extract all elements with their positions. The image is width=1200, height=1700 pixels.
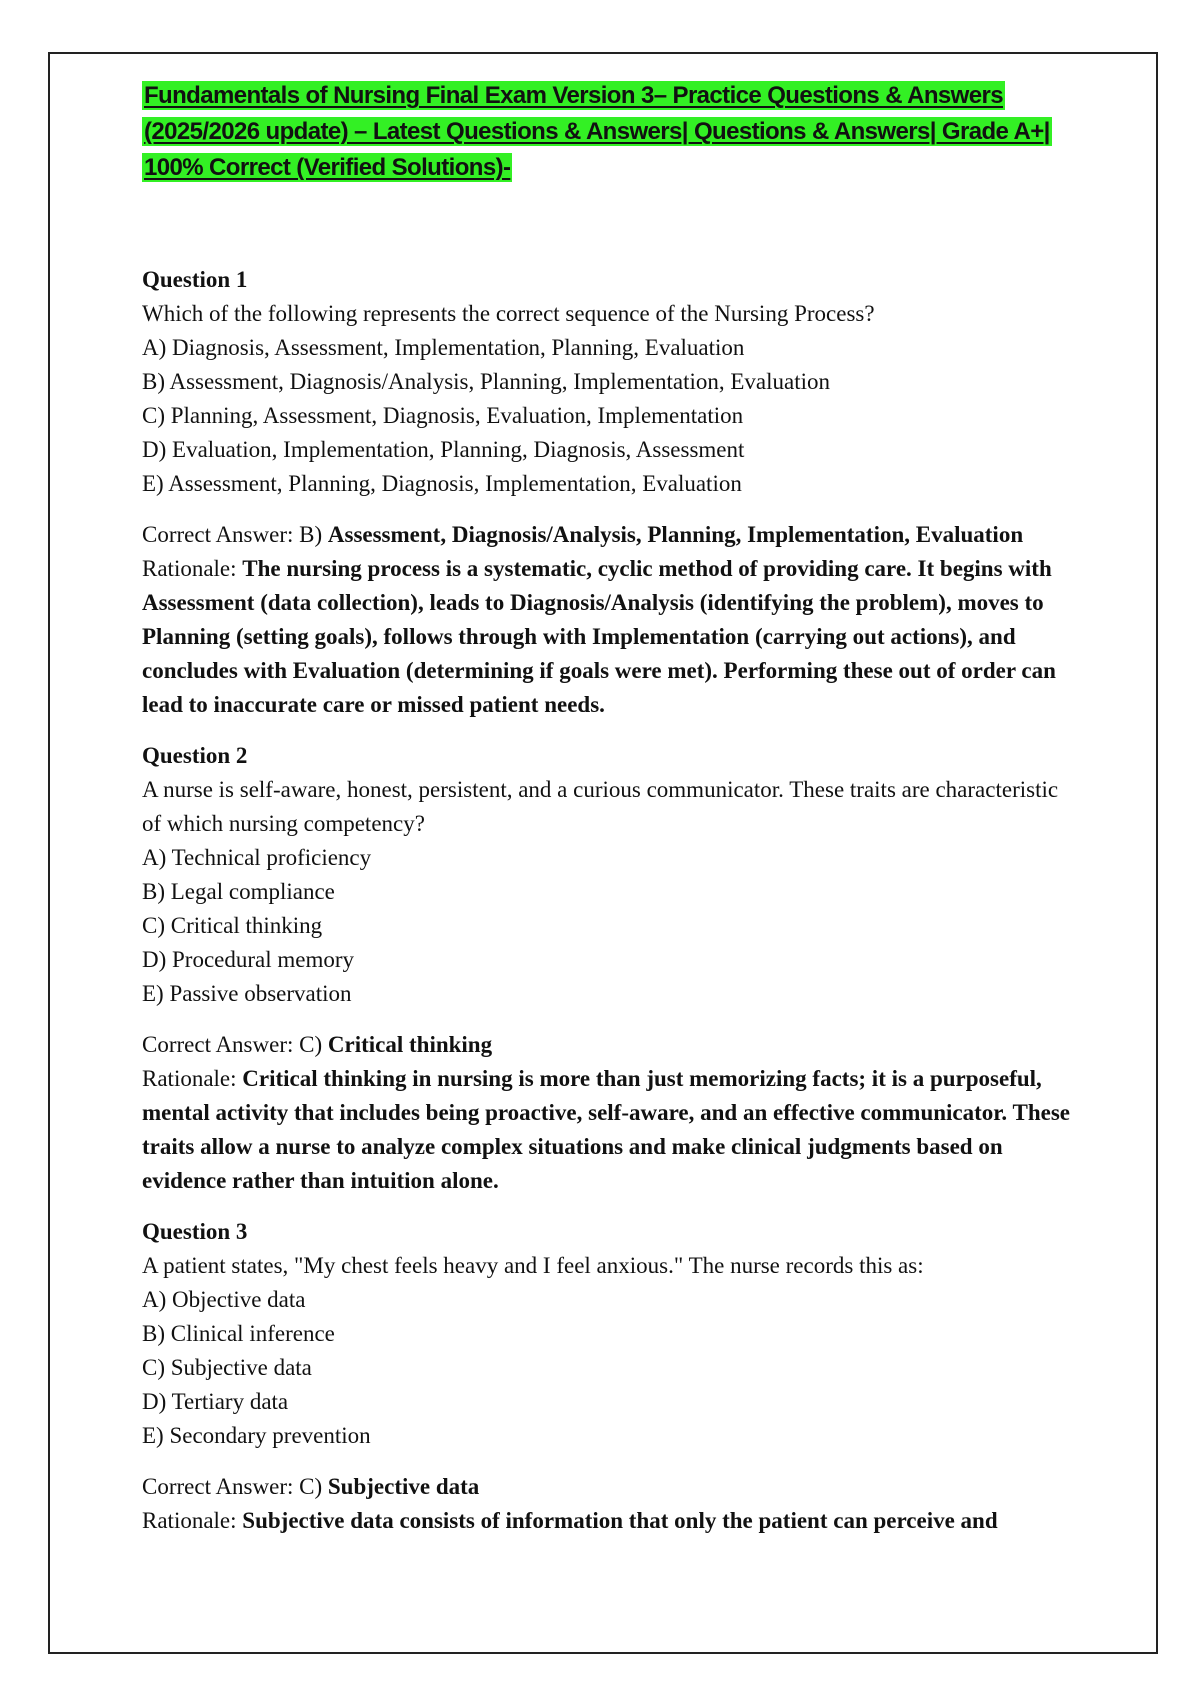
answer-text: Assessment, Diagnosis/Analysis, Planning, Implementation, Evaluation xyxy=(327,522,1024,547)
answer-prefix: Correct Answer: C) xyxy=(142,1032,328,1057)
option-a: A) Diagnosis, Assessment, Implementation, Planning, Evaluation xyxy=(142,335,745,360)
rationale-prefix: Rationale: xyxy=(142,1508,243,1533)
answer-prefix: Correct Answer: C) xyxy=(142,1474,328,1499)
option-b: B) Legal compliance xyxy=(142,879,335,904)
option-a: A) Objective data xyxy=(142,1287,306,1312)
option-d: D) Tertiary data xyxy=(142,1389,289,1414)
answer-prefix: Correct Answer: B) xyxy=(142,522,328,547)
title-highlight: Fundamentals of Nursing Final Exam Version 3– Practice Questions & Answers (2025/2026 update) – Latest Questions & Answers| Questions & Answers| Grade A+| 100% Correct (Verified Solutions)- xyxy=(144,82,1050,181)
question-text: A patient states, "My chest feels heavy and I feel anxious." The nurse records this as: xyxy=(142,1253,924,1278)
option-c: C) Subjective data xyxy=(142,1355,312,1380)
rationale xyxy=(142,552,1072,722)
answer-block xyxy=(142,1470,1072,1538)
option-d: D) Procedural memory xyxy=(142,947,355,972)
question-text: Which of the following represents the correct sequence of the Nursing Process? xyxy=(142,301,875,326)
question-3 xyxy=(142,1215,1072,1538)
answer-block xyxy=(142,1028,1072,1198)
document-content xyxy=(142,78,1072,1538)
answer-text: Subjective data xyxy=(327,1474,480,1499)
rationale-text: Subjective data consists of information that only the patient can perceive and xyxy=(242,1508,998,1533)
question-text: A nurse is self-aware, honest, persistent, and a curious communicator. These traits are characteristic of which nursing competency? xyxy=(142,777,1059,836)
option-e: E) Passive observation xyxy=(142,981,352,1006)
option-e: E) Secondary prevention xyxy=(142,1423,371,1448)
answer-block xyxy=(142,518,1072,722)
option-b: B) Clinical inference xyxy=(142,1321,335,1346)
question-2 xyxy=(142,739,1072,1198)
option-b: B) Assessment, Diagnosis/Analysis, Planning, Implementation, Evaluation xyxy=(142,369,831,394)
rationale-text: The nursing process is a systematic, cyclic method of providing care. It begins with Assessment (data collection), leads to Diagnosis/Analysis (identifying the problem), moves to Planning (setting goals), follows through with Implementation (carrying out actions), and concludes with Evaluation (determining if goals were met). Performing these out of order can lead to inaccurate care or missed patient needs. xyxy=(142,556,1056,717)
question-label: Question 3 xyxy=(142,1219,248,1244)
option-a: A) Technical proficiency xyxy=(142,845,372,870)
answer-text: Critical thinking xyxy=(327,1032,493,1057)
correct-answer xyxy=(142,518,1072,552)
rationale xyxy=(142,1062,1072,1198)
question-label: Question 2 xyxy=(142,743,248,768)
question-label: Question 1 xyxy=(142,267,248,292)
rationale xyxy=(142,1504,1072,1538)
correct-answer xyxy=(142,1470,1072,1504)
document-title xyxy=(142,78,1072,186)
question-1 xyxy=(142,263,1072,722)
option-c: C) Critical thinking xyxy=(142,913,323,938)
rationale-text: Critical thinking in nursing is more than just memorizing facts; it is a purposeful, mental activity that includes being proactive, self-aware, and an effective communicator. These traits allow a nurse to analyze complex situations and make clinical judgments based on evidence rather than intuition alone. xyxy=(142,1066,1070,1193)
option-c: C) Planning, Assessment, Diagnosis, Evaluation, Implementation xyxy=(142,403,744,428)
rationale-prefix: Rationale: xyxy=(142,556,243,581)
correct-answer xyxy=(142,1028,1072,1062)
option-d: D) Evaluation, Implementation, Planning, Diagnosis, Assessment xyxy=(142,437,745,462)
option-e: E) Assessment, Planning, Diagnosis, Implementation, Evaluation xyxy=(142,471,742,496)
rationale-prefix: Rationale: xyxy=(142,1066,243,1091)
